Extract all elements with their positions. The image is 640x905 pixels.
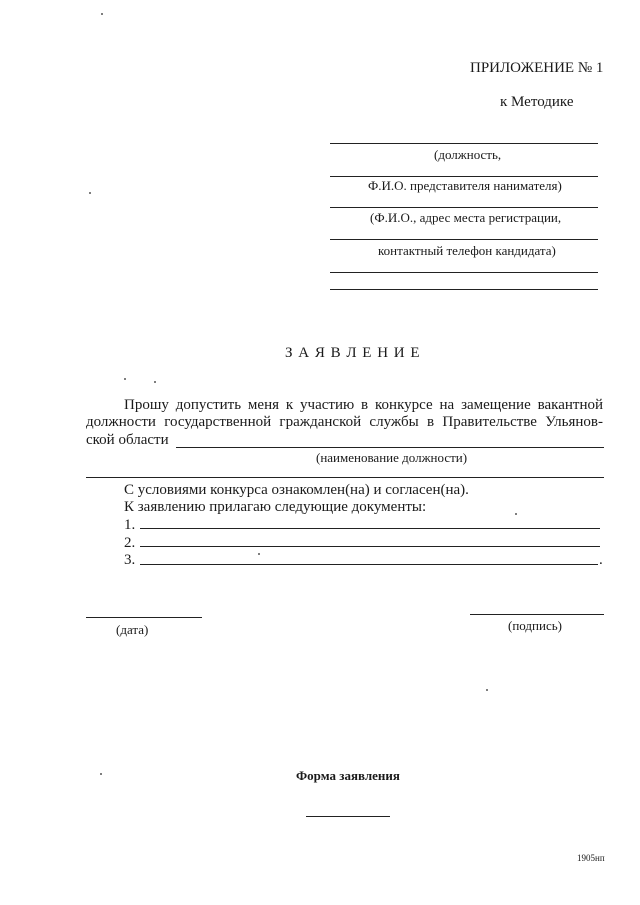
scan-speck bbox=[124, 378, 126, 380]
footer-rule bbox=[306, 816, 390, 817]
document-item-1-number: 1. bbox=[124, 517, 136, 533]
addressee-line-3 bbox=[330, 207, 598, 208]
document-item-2-number: 2. bbox=[124, 535, 136, 551]
conditions-statement: С условиями конкурса ознакомлен(на) и согласен(на). bbox=[124, 482, 469, 498]
caption-position-name: (наименование должности) bbox=[316, 450, 468, 465]
form-title: Форма заявления bbox=[296, 768, 400, 783]
addressee-line-1 bbox=[330, 143, 598, 144]
scan-speck bbox=[89, 192, 91, 194]
body-line-2: должности государственной гражданской службы в Правительстве Ульянов- bbox=[86, 414, 603, 430]
document-title: З А Я В Л Е Н И Е bbox=[285, 345, 421, 361]
document-item-3-line bbox=[140, 564, 598, 565]
caption-signature: (подпись) bbox=[508, 618, 562, 633]
appendix-label: ПРИЛОЖЕНИЕ № 1 bbox=[470, 60, 604, 76]
scan-speck bbox=[100, 773, 102, 775]
addressee-line-4 bbox=[330, 239, 598, 240]
caption-date: (дата) bbox=[116, 622, 149, 637]
body-line-3: ской области bbox=[86, 432, 169, 448]
document-item-3-end: . bbox=[599, 552, 603, 568]
document-item-1-line bbox=[140, 528, 600, 529]
addressee-line-6 bbox=[330, 289, 598, 290]
documents-intro: К заявлению прилагаю следующие документы: bbox=[124, 499, 427, 515]
caption-position: (должность, bbox=[434, 147, 502, 162]
position-name-line bbox=[176, 447, 604, 448]
addressee-line-5 bbox=[330, 272, 598, 273]
position-name-line-2 bbox=[86, 477, 604, 478]
document-item-2-line bbox=[140, 546, 600, 547]
signature-line bbox=[470, 614, 604, 615]
document-code: 1905нп bbox=[577, 853, 605, 863]
scan-speck bbox=[486, 689, 488, 691]
method-reference: к Методике bbox=[500, 94, 574, 110]
scan-speck bbox=[258, 553, 260, 555]
document-item-3-number: 3. bbox=[124, 552, 136, 568]
caption-candidate-name-address: (Ф.И.О., адрес места регистрации, bbox=[370, 210, 562, 225]
addressee-line-2 bbox=[330, 176, 598, 177]
scan-speck bbox=[154, 381, 156, 383]
date-line bbox=[86, 617, 202, 618]
caption-employer-name: Ф.И.О. представителя нанимателя) bbox=[368, 178, 562, 193]
body-line-1: Прошу допустить меня к участию в конкурсе на замещение вакантной bbox=[124, 397, 603, 413]
scan-speck bbox=[515, 513, 517, 515]
caption-candidate-phone: контактный телефон кандидата) bbox=[378, 243, 556, 258]
scan-speck bbox=[101, 13, 103, 15]
